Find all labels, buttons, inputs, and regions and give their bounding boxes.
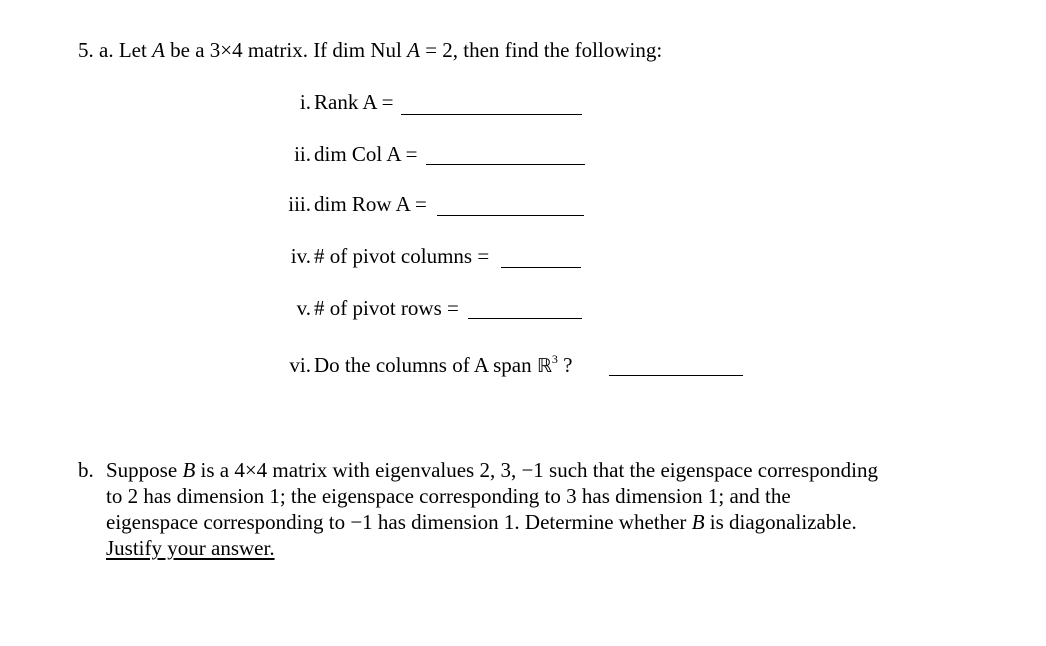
question-a-prompt xyxy=(78,37,662,63)
line-1-end: is a 4×4 matrix with eigenvalues 2, 3, −1 such that the eigenspace corresponding xyxy=(195,458,878,482)
question-item-iv xyxy=(270,243,790,273)
item-number: v. xyxy=(296,296,311,320)
question-mark: ? xyxy=(557,353,573,377)
matrix-variable-a: A xyxy=(152,38,165,62)
question-item-vi xyxy=(270,352,790,382)
exponent: 3 xyxy=(551,352,558,366)
item-number: vi. xyxy=(289,353,311,377)
real-numbers-symbol: ℝ xyxy=(536,355,552,377)
question-b-text xyxy=(106,457,956,561)
item-label: dim Col A = xyxy=(314,142,418,166)
question-a-mid: be a 3×4 matrix. If dim Nul xyxy=(164,38,408,62)
question-b-line-3 xyxy=(106,509,956,535)
question-b-line-2: to 2 has dimension 1; the eigenspace corresponding to 3 has dimension 1; and the xyxy=(106,484,791,508)
question-item-iii xyxy=(270,191,790,221)
answer-blank-pivot-rows[interactable] xyxy=(468,318,582,319)
item-label: # of pivot columns = xyxy=(314,244,490,268)
answer-blank-rank[interactable] xyxy=(401,114,582,115)
line-3-start: eigenspace corresponding to −1 has dimension 1. Determine whether xyxy=(106,510,692,534)
item-label: Rank A = xyxy=(314,90,394,114)
item-number: iv. xyxy=(290,244,311,268)
question-a-suffix: = 2, then find the following: xyxy=(419,38,663,62)
question-a-prefix: 5. a. Let xyxy=(78,38,153,62)
item-number: i. xyxy=(299,90,311,114)
answer-blank-dim-col[interactable] xyxy=(426,164,585,165)
item-label: # of pivot rows = xyxy=(314,296,459,320)
justify-instruction: Justify your answer. xyxy=(106,536,275,560)
item-label xyxy=(314,352,572,379)
answer-blank-dim-row[interactable] xyxy=(437,215,584,216)
matrix-variable-a: A xyxy=(407,38,420,62)
line-1-start: Suppose xyxy=(106,458,183,482)
line-3-end: is diagonalizable. xyxy=(704,510,857,534)
question-b-label: b. xyxy=(78,458,94,482)
answer-blank-pivot-columns[interactable] xyxy=(501,267,581,268)
answer-blank-span[interactable] xyxy=(609,375,743,376)
question-item-ii xyxy=(270,141,790,171)
item-label-text: Do the columns of A span xyxy=(314,353,537,377)
item-label: dim Row A = xyxy=(314,192,427,216)
matrix-variable-b: B xyxy=(691,510,705,534)
question-item-v xyxy=(270,295,790,325)
question-b-line-1 xyxy=(106,457,956,483)
matrix-variable-b: B xyxy=(182,458,196,482)
item-number: iii. xyxy=(288,192,311,216)
item-number: ii. xyxy=(294,142,311,166)
